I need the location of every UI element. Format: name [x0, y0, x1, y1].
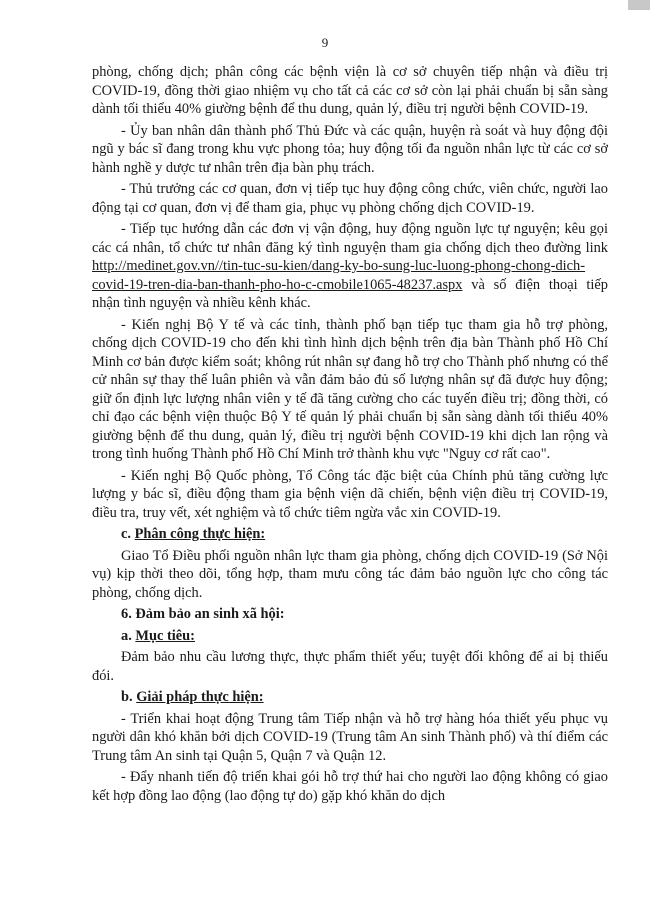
paragraph: - Thủ trưởng các cơ quan, đơn vị tiếp tục huy động công chức, viên chức, người lao động tại cơ quan, đơn vị để tham gia, phục vụ phòng chống dịch COVID-19. [92, 181, 608, 216]
heading-prefix: c. [121, 526, 135, 542]
paragraph: Đảm bảo nhu cầu lương thực, thực phẩm thiết yếu; tuyệt đối không để ai bị thiếu đói. [92, 649, 608, 684]
paragraph: - Triển khai hoạt động Trung tâm Tiếp nhận và hỗ trợ hàng hóa thiết yếu phục vụ người dân khó khăn bởi dịch COVID-19 (Trung tâm An sinh Thành phố) và thí điểm các Trung tâm An sinh tại Quận 5, Quận 7 và Quận 12. [92, 710, 608, 764]
paragraph: - Kiến nghị Bộ Quốc phòng, Tổ Công tác đặc biệt của Chính phủ tăng cường lực lượng y bác sĩ, điều động tham gia bệnh viện dã chiến, bệnh viện điều trị COVID-19, điều tra, truy vết, xét nghiệm và tổ chức tiêm ngừa vắc xin COVID-19. [92, 467, 608, 521]
paragraph [92, 220, 608, 313]
paragraph-text: và số điện thoại tiếp nhận tình nguyện và nhiều kênh khác. [92, 276, 608, 311]
page-number: 9 [321, 35, 329, 50]
section-heading [92, 688, 608, 707]
document-body [92, 63, 608, 808]
heading-text: Phân công thực hiện: [134, 526, 266, 542]
paragraph: phòng, chống dịch; phân công các bệnh viện là cơ sở chuyên tiếp nhận và điều trị COVID-19, đồng thời giao nhiệm vụ cho tất cả các cơ sở còn lại phải chuẩn bị sẵn sàng dành tối thiểu 40% giường bệnh để thu dung, quản lý, điều trị người bệnh COVID-19. [92, 64, 608, 117]
heading-text: Giải pháp thực hiện: [136, 689, 264, 705]
paragraph-text: - Tiếp tục hướng dẫn các đơn vị vận động, huy động nguồn lực tự nguyện; kêu gọi các cá nhân, tổ chức tư nhân đăng ký tình nguyện tham gia chống dịch theo đường link [92, 221, 608, 256]
paragraph: Giao Tổ Điều phối nguồn nhân lực tham gia phòng, chống dịch COVID-19 (Sở Nội vụ) kịp thời theo dõi, tổng hợp, tham mưu công tác đảm bảo nguồn lực cho công tác phòng, chống dịch. [92, 547, 608, 601]
section-heading [92, 627, 608, 646]
heading-text: Mục tiêu: [135, 627, 195, 644]
registration-link[interactable]: http://medinet.gov.vn//tin-tuc-su-kien/dang-ky-bo-sung-luc-luong-phong-chong-dich-covid-19-tren-dia-ban-thanh-pho-ho-c-cmobile1065-48237.aspx [92, 258, 586, 293]
paragraph: - Ủy ban nhân dân thành phố Thủ Đức và các quận, huyện rà soát và huy động đội ngũ y bác sĩ đang trong khu vực phong tỏa; huy động tối đa nguồn nhân lực từ các cơ sở hành nghề y dược tư nhân trên địa bàn phụ trách. [92, 122, 608, 176]
heading-text: 6. Đảm bảo an sinh xã hội: [121, 606, 285, 622]
section-heading [92, 605, 608, 624]
heading-prefix: a. [121, 627, 136, 644]
paragraph: - Đẩy nhanh tiến độ triển khai gói hỗ trợ thứ hai cho người lao động không có giao kết hợp đồng lao động (lao động tự do) gặp khó khăn do dịch [92, 769, 608, 804]
heading-prefix: b. [121, 689, 137, 705]
scan-corner-mark [628, 0, 650, 10]
paragraph: - Kiến nghị Bộ Y tế và các tỉnh, thành phố bạn tiếp tục tham gia hỗ trợ phòng, chống dịch COVID-19 cho đến khi tình hình dịch bệnh trên địa bàn Thành phố Hồ Chí Minh cơ bản được kiểm soát; không rút nhân sự đang hỗ trợ cho Thành phố nhưng có thể cử nhân sự thay thế luân phiên và vẫn đảm bảo đủ số lượng nhân sự đã được huy động; giữ ổn định lực lượng nhân viên y tế đã tăng cường cho các tuyến điều trị; đồng thời, có chỉ đạo các bệnh viện thuộc Bộ Y tế quản lý phải chuẩn bị sẵn sàng dành tối thiểu 40% giường bệnh để thu dung, quản lý, điều trị người bệnh COVID-19 khi dịch lan rộng và trong tình huống Thành phố Hồ Chí Minh trở thành khu vực "Nguy cơ rất cao". [92, 316, 608, 462]
section-heading [92, 525, 608, 544]
